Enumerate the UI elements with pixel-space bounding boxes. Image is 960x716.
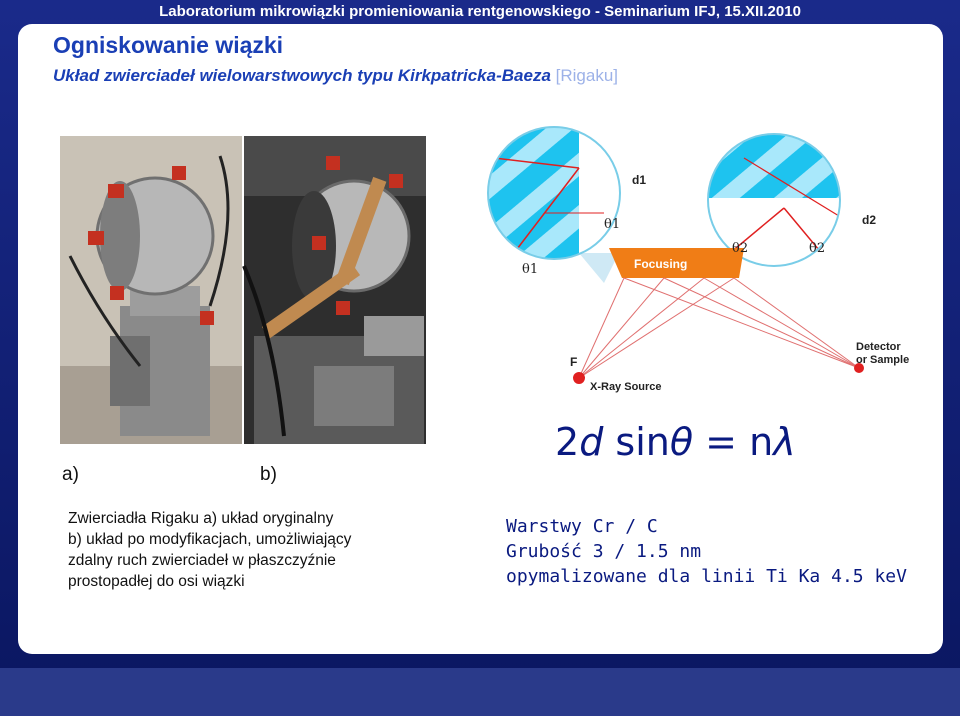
photo-caption [68,508,430,592]
header-bar: Laboratorium mikrowiązki promieniowania rentgenowskiego - Seminarium IFJ, 15.XII.2010 [159,3,801,20]
label-f: F [570,355,578,369]
formula-part: sin [603,420,670,464]
formula-part: d [579,420,604,464]
photo-a-rigaku-original [60,136,242,444]
label-xray-source: X-Ray Source [590,381,662,393]
label-theta1-b: θ1 [522,262,539,277]
formula-part: = n [693,420,774,464]
label-d1: d1 [632,173,647,187]
label-b: b) [260,464,277,485]
label-a: a) [62,464,79,485]
label-focusing: Focusing [634,257,688,271]
formula-part: 2 [555,420,580,464]
caption-line: prostopadłej do osi wiązki [68,573,245,590]
slide-subtitle [53,66,618,86]
info-line: Grubość 3 / 1.5 nm [506,541,702,562]
label-detector: Detector [856,341,901,353]
label-d2: d2 [862,213,877,227]
info-line: Warstwy Cr / C [506,516,658,537]
slide-title: Ogniskowanie wiązki [53,32,284,58]
label-theta1-a: θ1 [604,217,621,232]
caption-line: zdalny ruch zwierciadeł w płaszczyźnie [68,552,336,569]
label-or-sample: or Sample [856,354,910,366]
subtitle-text: Układ zwierciadeł wielowarstwowych typu Kirkpatricka-Baeza [53,66,551,85]
caption-line: Zwierciadła Rigaku a) układ oryginalny [68,510,334,527]
label-theta2-a: θ2 [732,241,749,256]
label-theta2-b: θ2 [809,241,826,256]
footer-bar [0,668,960,716]
bragg-formula [555,420,796,464]
caption-line: b) układ po modyfikacjach, umożliwiający [68,531,352,548]
info-line: opymalizowane dla linii Ti Ka 4.5 keV [506,566,907,587]
formula-part: λ [773,420,796,464]
subtitle-ref: [Rigaku] [555,66,619,85]
slide-content [18,24,943,654]
formula-part: θ [669,420,694,464]
kb-mirror-diagram [484,128,910,393]
photo-b-rigaku-modified [244,136,426,444]
mirror-info [506,514,907,589]
